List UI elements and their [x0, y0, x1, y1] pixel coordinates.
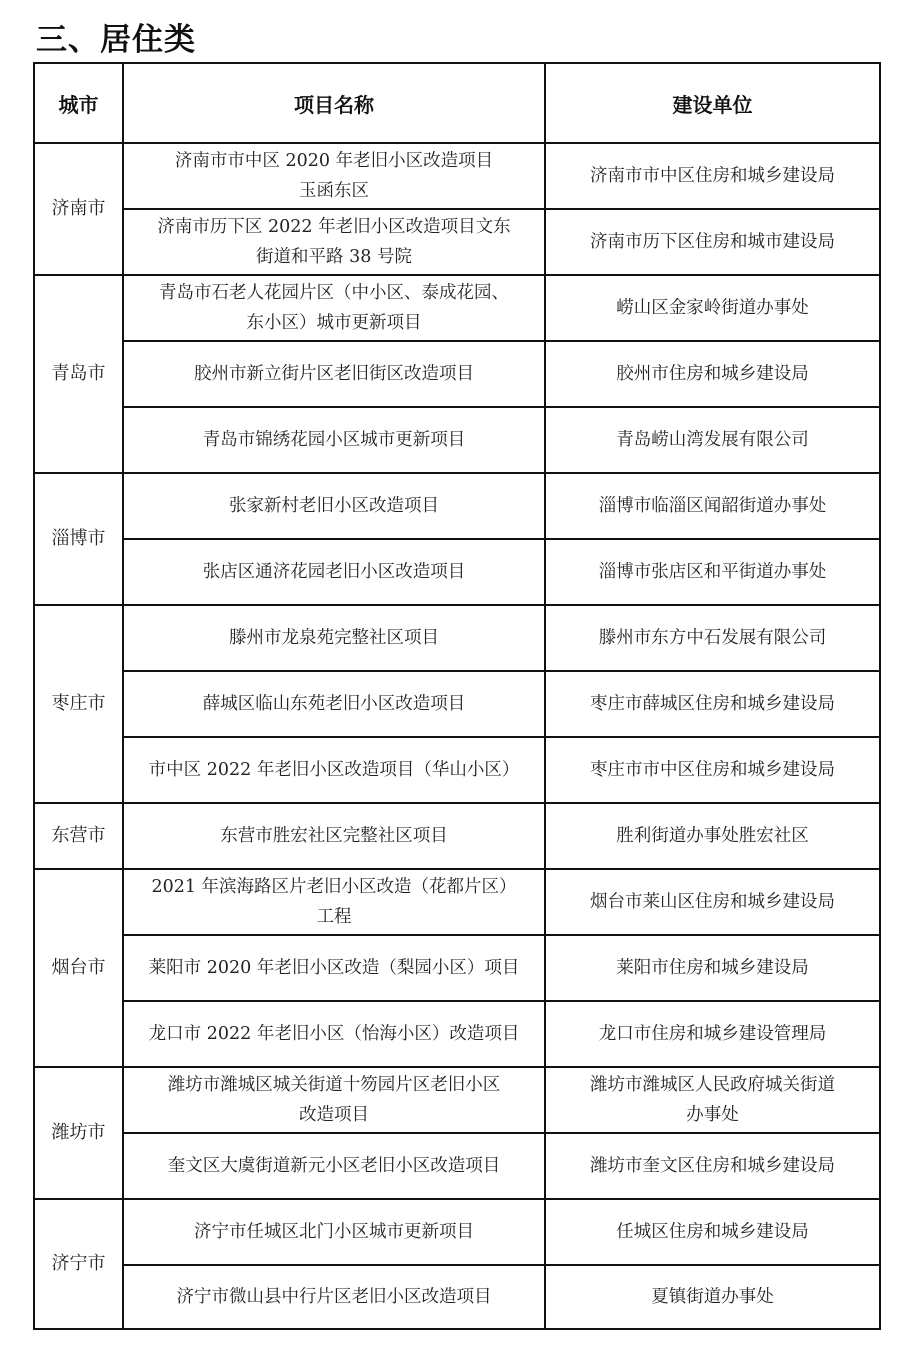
builder-cell: 济南市市中区住房和城乡建设局	[545, 143, 880, 209]
table-row	[34, 341, 880, 407]
builder-cell: 滕州市东方中石发展有限公司	[545, 605, 880, 671]
city-cell: 济宁市	[34, 1199, 123, 1329]
project-table	[33, 62, 881, 1330]
builder-cell: 淄博市临淄区闻韶街道办事处	[545, 473, 880, 539]
project-name-cell: 龙口市 2022 年老旧小区（怡海小区）改造项目	[123, 1001, 545, 1067]
city-cell: 潍坊市	[34, 1067, 123, 1199]
section-heading: 三、居住类	[36, 22, 196, 58]
table-row	[34, 935, 880, 1001]
header-project-name: 项目名称	[123, 63, 545, 143]
project-name-cell: 2021 年滨海路区片老旧小区改造（花都片区） 工程	[123, 869, 545, 935]
table-row	[34, 1133, 880, 1199]
project-name-cell: 奎文区大虞街道新元小区老旧小区改造项目	[123, 1133, 545, 1199]
builder-cell: 崂山区金家岭街道办事处	[545, 275, 880, 341]
table-row	[34, 1001, 880, 1067]
project-name-cell: 胶州市新立街片区老旧街区改造项目	[123, 341, 545, 407]
project-name-cell: 济南市历下区 2022 年老旧小区改造项目文东 街道和平路 38 号院	[123, 209, 545, 275]
builder-cell: 淄博市张店区和平街道办事处	[545, 539, 880, 605]
builder-cell: 龙口市住房和城乡建设管理局	[545, 1001, 880, 1067]
header-builder: 建设单位	[545, 63, 880, 143]
project-name-cell: 东营市胜宏社区完整社区项目	[123, 803, 545, 869]
project-name-cell: 张店区通济花园老旧小区改造项目	[123, 539, 545, 605]
city-cell: 烟台市	[34, 869, 123, 1067]
table-row	[34, 407, 880, 473]
table-body	[34, 143, 880, 1329]
builder-cell: 枣庄市市中区住房和城乡建设局	[545, 737, 880, 803]
builder-cell: 胶州市住房和城乡建设局	[545, 341, 880, 407]
project-name-cell: 潍坊市潍城区城关街道十笏园片区老旧小区 改造项目	[123, 1067, 545, 1133]
project-name-cell: 滕州市龙泉苑完整社区项目	[123, 605, 545, 671]
city-cell: 青岛市	[34, 275, 123, 473]
city-cell: 东营市	[34, 803, 123, 869]
project-name-cell: 张家新村老旧小区改造项目	[123, 473, 545, 539]
builder-cell: 潍坊市奎文区住房和城乡建设局	[545, 1133, 880, 1199]
table-row	[34, 1265, 880, 1329]
city-cell: 济南市	[34, 143, 123, 275]
project-name-cell: 济宁市微山县中行片区老旧小区改造项目	[123, 1265, 545, 1329]
project-name-cell: 济南市市中区 2020 年老旧小区改造项目 玉函东区	[123, 143, 545, 209]
table-row	[34, 737, 880, 803]
header-row	[34, 63, 880, 143]
project-name-cell: 市中区 2022 年老旧小区改造项目（华山小区）	[123, 737, 545, 803]
table-row	[34, 1067, 880, 1133]
builder-cell: 枣庄市薛城区住房和城乡建设局	[545, 671, 880, 737]
builder-cell: 夏镇街道办事处	[545, 1265, 880, 1329]
table-row	[34, 605, 880, 671]
table-row	[34, 671, 880, 737]
table-row	[34, 143, 880, 209]
builder-cell: 烟台市莱山区住房和城乡建设局	[545, 869, 880, 935]
header-city: 城市	[34, 63, 123, 143]
project-name-cell: 薛城区临山东苑老旧小区改造项目	[123, 671, 545, 737]
city-cell: 枣庄市	[34, 605, 123, 803]
city-cell: 淄博市	[34, 473, 123, 605]
table-row	[34, 209, 880, 275]
table-row	[34, 803, 880, 869]
builder-cell: 任城区住房和城乡建设局	[545, 1199, 880, 1265]
table-row	[34, 539, 880, 605]
table-header	[34, 63, 880, 143]
builder-cell: 莱阳市住房和城乡建设局	[545, 935, 880, 1001]
project-name-cell: 济宁市任城区北门小区城市更新项目	[123, 1199, 545, 1265]
project-name-cell: 青岛市石老人花园片区（中小区、泰成花园、 东小区）城市更新项目	[123, 275, 545, 341]
table-row	[34, 473, 880, 539]
table-row	[34, 1199, 880, 1265]
project-name-cell: 莱阳市 2020 年老旧小区改造（梨园小区）项目	[123, 935, 545, 1001]
table-row	[34, 275, 880, 341]
builder-cell: 济南市历下区住房和城市建设局	[545, 209, 880, 275]
builder-cell: 胜利街道办事处胜宏社区	[545, 803, 880, 869]
table-row	[34, 869, 880, 935]
builder-cell: 潍坊市潍城区人民政府城关街道 办事处	[545, 1067, 880, 1133]
project-name-cell: 青岛市锦绣花园小区城市更新项目	[123, 407, 545, 473]
builder-cell: 青岛崂山湾发展有限公司	[545, 407, 880, 473]
